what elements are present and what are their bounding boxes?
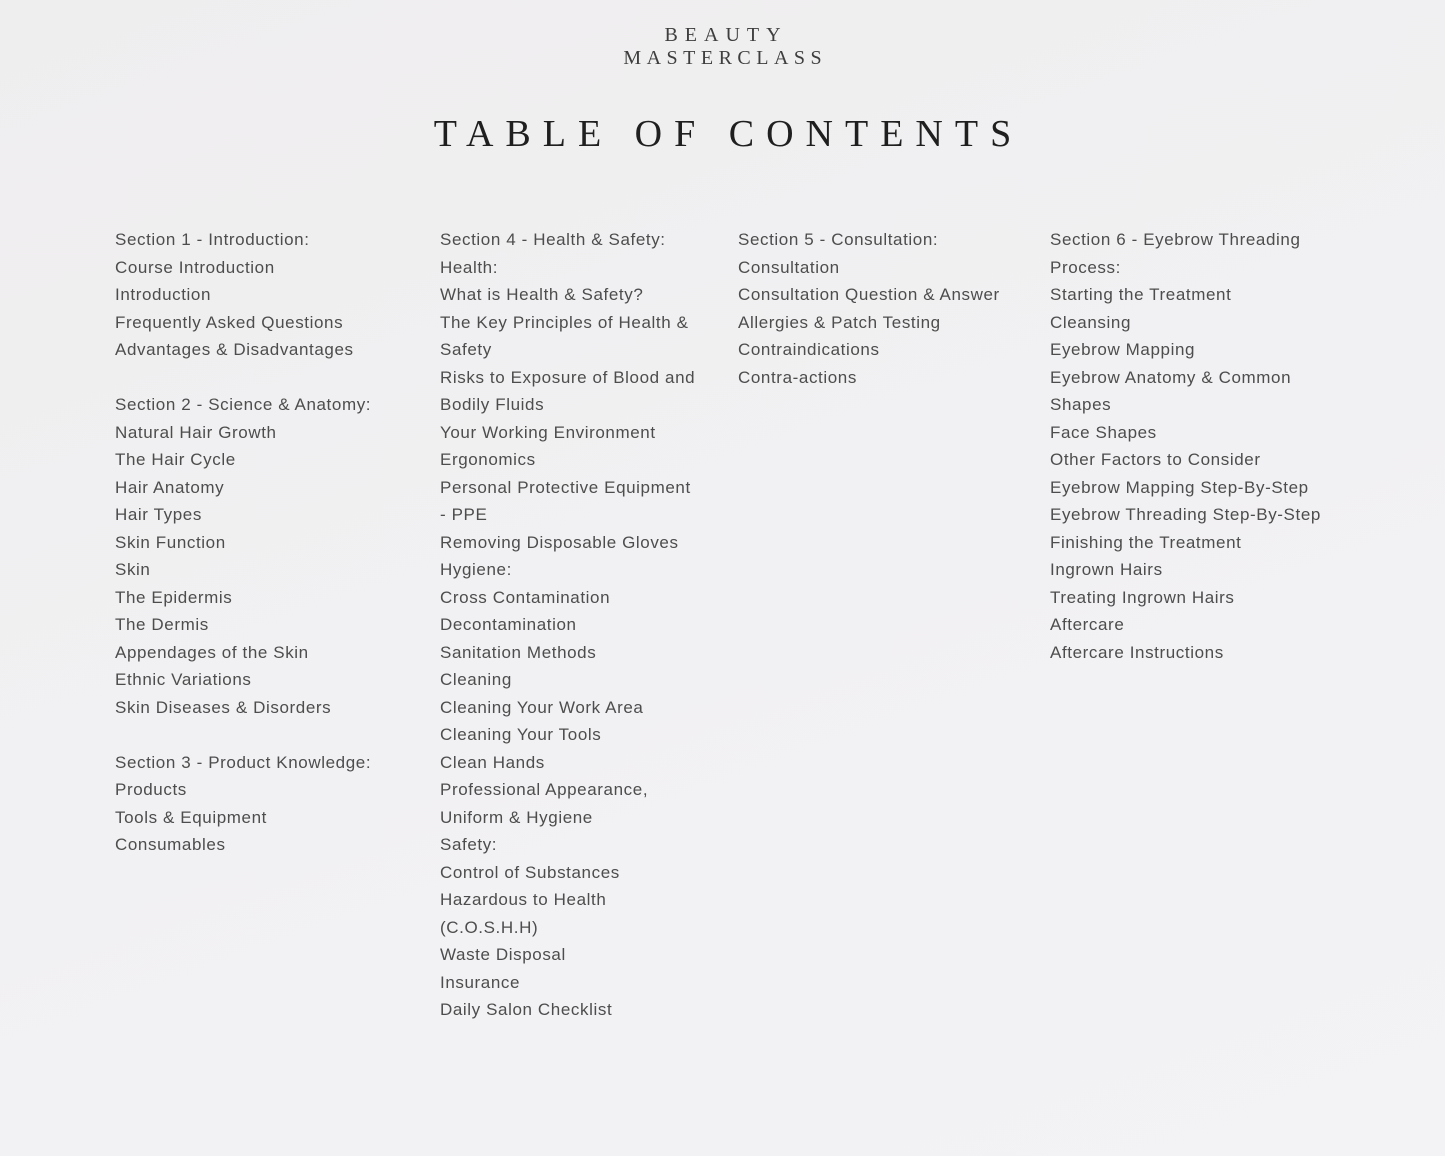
toc-entry: Hazardous to Health: [440, 890, 607, 909]
toc-entry: Starting the Treatment: [1050, 285, 1232, 304]
section-spacer: [115, 721, 371, 749]
toc-entry: Consultation: [738, 257, 840, 277]
toc-entry: Ergonomics: [440, 450, 536, 469]
section-spacer: [115, 364, 371, 392]
toc-entry: Process:: [1050, 257, 1121, 277]
toc-entry: Face Shapes: [1050, 422, 1157, 442]
toc-entry: Personal Protective Equipment: [440, 477, 691, 497]
toc-entry: Safety: [440, 340, 492, 359]
toc-entry: Cleaning: [440, 670, 512, 689]
toc-entry: Eyebrow Threading Step-By-Step: [1050, 505, 1321, 524]
section-heading: Section 4 - Health & Safety:: [440, 230, 666, 249]
section-heading: Section 3 - Product Knowledge:: [115, 752, 372, 772]
toc-entry: Safety:: [440, 835, 498, 854]
toc-entry: Introduction: [115, 285, 212, 304]
toc-entry: Bodily Fluids: [440, 395, 545, 414]
toc-entry: Cleaning Your Work Area: [440, 697, 644, 717]
toc-entry: Removing Disposable Gloves: [440, 532, 679, 552]
toc-entry: (C.O.S.H.H): [440, 917, 539, 937]
toc-entry: Ethnic Variations: [115, 670, 252, 689]
toc-entry: Skin Diseases & Disorders: [115, 697, 332, 717]
toc-entry: The Dermis: [115, 615, 209, 634]
toc-entry: Hair Anatomy: [115, 477, 225, 497]
toc-entry: Skin: [115, 560, 151, 579]
toc-column-2: [440, 226, 695, 1024]
section-heading: Section 2 - Science & Anatomy:: [115, 395, 372, 414]
toc-entry: Daily Salon Checklist: [440, 1000, 613, 1019]
page-title: TABLE OF CONTENTS: [433, 113, 1024, 155]
toc-entry: Finishing the Treatment: [1050, 532, 1242, 552]
toc-entry: Your Working Environment: [440, 422, 656, 442]
toc-entry: Shapes: [1050, 395, 1112, 414]
toc-entry: Consultation Question & Answer: [738, 285, 1000, 304]
toc-entry: Hair Types: [115, 505, 202, 524]
toc-entry: Clean Hands: [440, 752, 545, 772]
toc-entry: Skin Function: [115, 532, 226, 552]
toc-column-3: [738, 226, 1000, 391]
toc-entry: Cleansing: [1050, 312, 1132, 332]
toc-entry: Control of Substances: [440, 862, 620, 882]
toc-entry: Treating Ingrown Hairs: [1050, 587, 1235, 607]
brand-line-beauty: BEAUTY: [664, 24, 788, 46]
toc-entry: - PPE: [440, 505, 488, 524]
toc-entry: Advantages & Disadvantages: [115, 340, 354, 359]
toc-entry: Hygiene:: [440, 560, 512, 579]
toc-entry: The Key Principles of Health &: [440, 312, 689, 332]
toc-entry: Consumables: [115, 835, 226, 854]
toc-entry: Cleaning Your Tools: [440, 725, 602, 744]
toc-entry: Ingrown Hairs: [1050, 560, 1163, 579]
toc-entry: Contra-actions: [738, 367, 857, 387]
toc-entry: Other Factors to Consider: [1050, 450, 1261, 469]
toc-entry: Eyebrow Mapping Step-By-Step: [1050, 477, 1309, 497]
toc-entry: Cross Contamination: [440, 587, 611, 607]
toc-entry: What is Health & Safety?: [440, 285, 644, 304]
section-heading: Section 1 - Introduction:: [115, 230, 310, 249]
toc-entry: Insurance: [440, 972, 521, 992]
toc-entry: Eyebrow Mapping: [1050, 340, 1196, 359]
toc-entry: Natural Hair Growth: [115, 422, 277, 442]
toc-entry: Frequently Asked Questions: [115, 312, 344, 332]
toc-entry: Sanitation Methods: [440, 642, 597, 662]
toc-entry: Risks to Exposure of Blood and: [440, 367, 696, 387]
toc-entry: Allergies & Patch Testing: [738, 312, 941, 332]
section-heading: Section 6 - Eyebrow Threading: [1050, 230, 1301, 249]
toc-entry: Products: [115, 780, 187, 799]
toc-entry: Health:: [440, 257, 499, 277]
toc-entry: Course Introduction: [115, 257, 275, 277]
toc-entry: Appendages of the Skin: [115, 642, 309, 662]
toc-entry: Contraindications: [738, 340, 880, 359]
toc-entry: Professional Appearance,: [440, 780, 649, 799]
toc-entry: Tools & Equipment: [115, 807, 267, 827]
toc-entry: Waste Disposal: [440, 945, 566, 964]
toc-column-4: [1050, 226, 1321, 666]
toc-entry: Aftercare Instructions: [1050, 642, 1224, 662]
toc-entry: Aftercare: [1050, 615, 1125, 634]
section-heading: Section 5 - Consultation:: [738, 230, 939, 249]
toc-entry: The Hair Cycle: [115, 450, 236, 469]
brand-logo: [0, 24, 1445, 70]
toc-entry: Decontamination: [440, 615, 577, 634]
toc-entry: The Epidermis: [115, 587, 233, 607]
toc-entry: Eyebrow Anatomy & Common: [1050, 367, 1292, 387]
toc-entry: Uniform & Hygiene: [440, 807, 593, 827]
toc-column-1: [115, 226, 371, 859]
brand-line-masterclass: MASTERCLASS: [623, 47, 828, 69]
